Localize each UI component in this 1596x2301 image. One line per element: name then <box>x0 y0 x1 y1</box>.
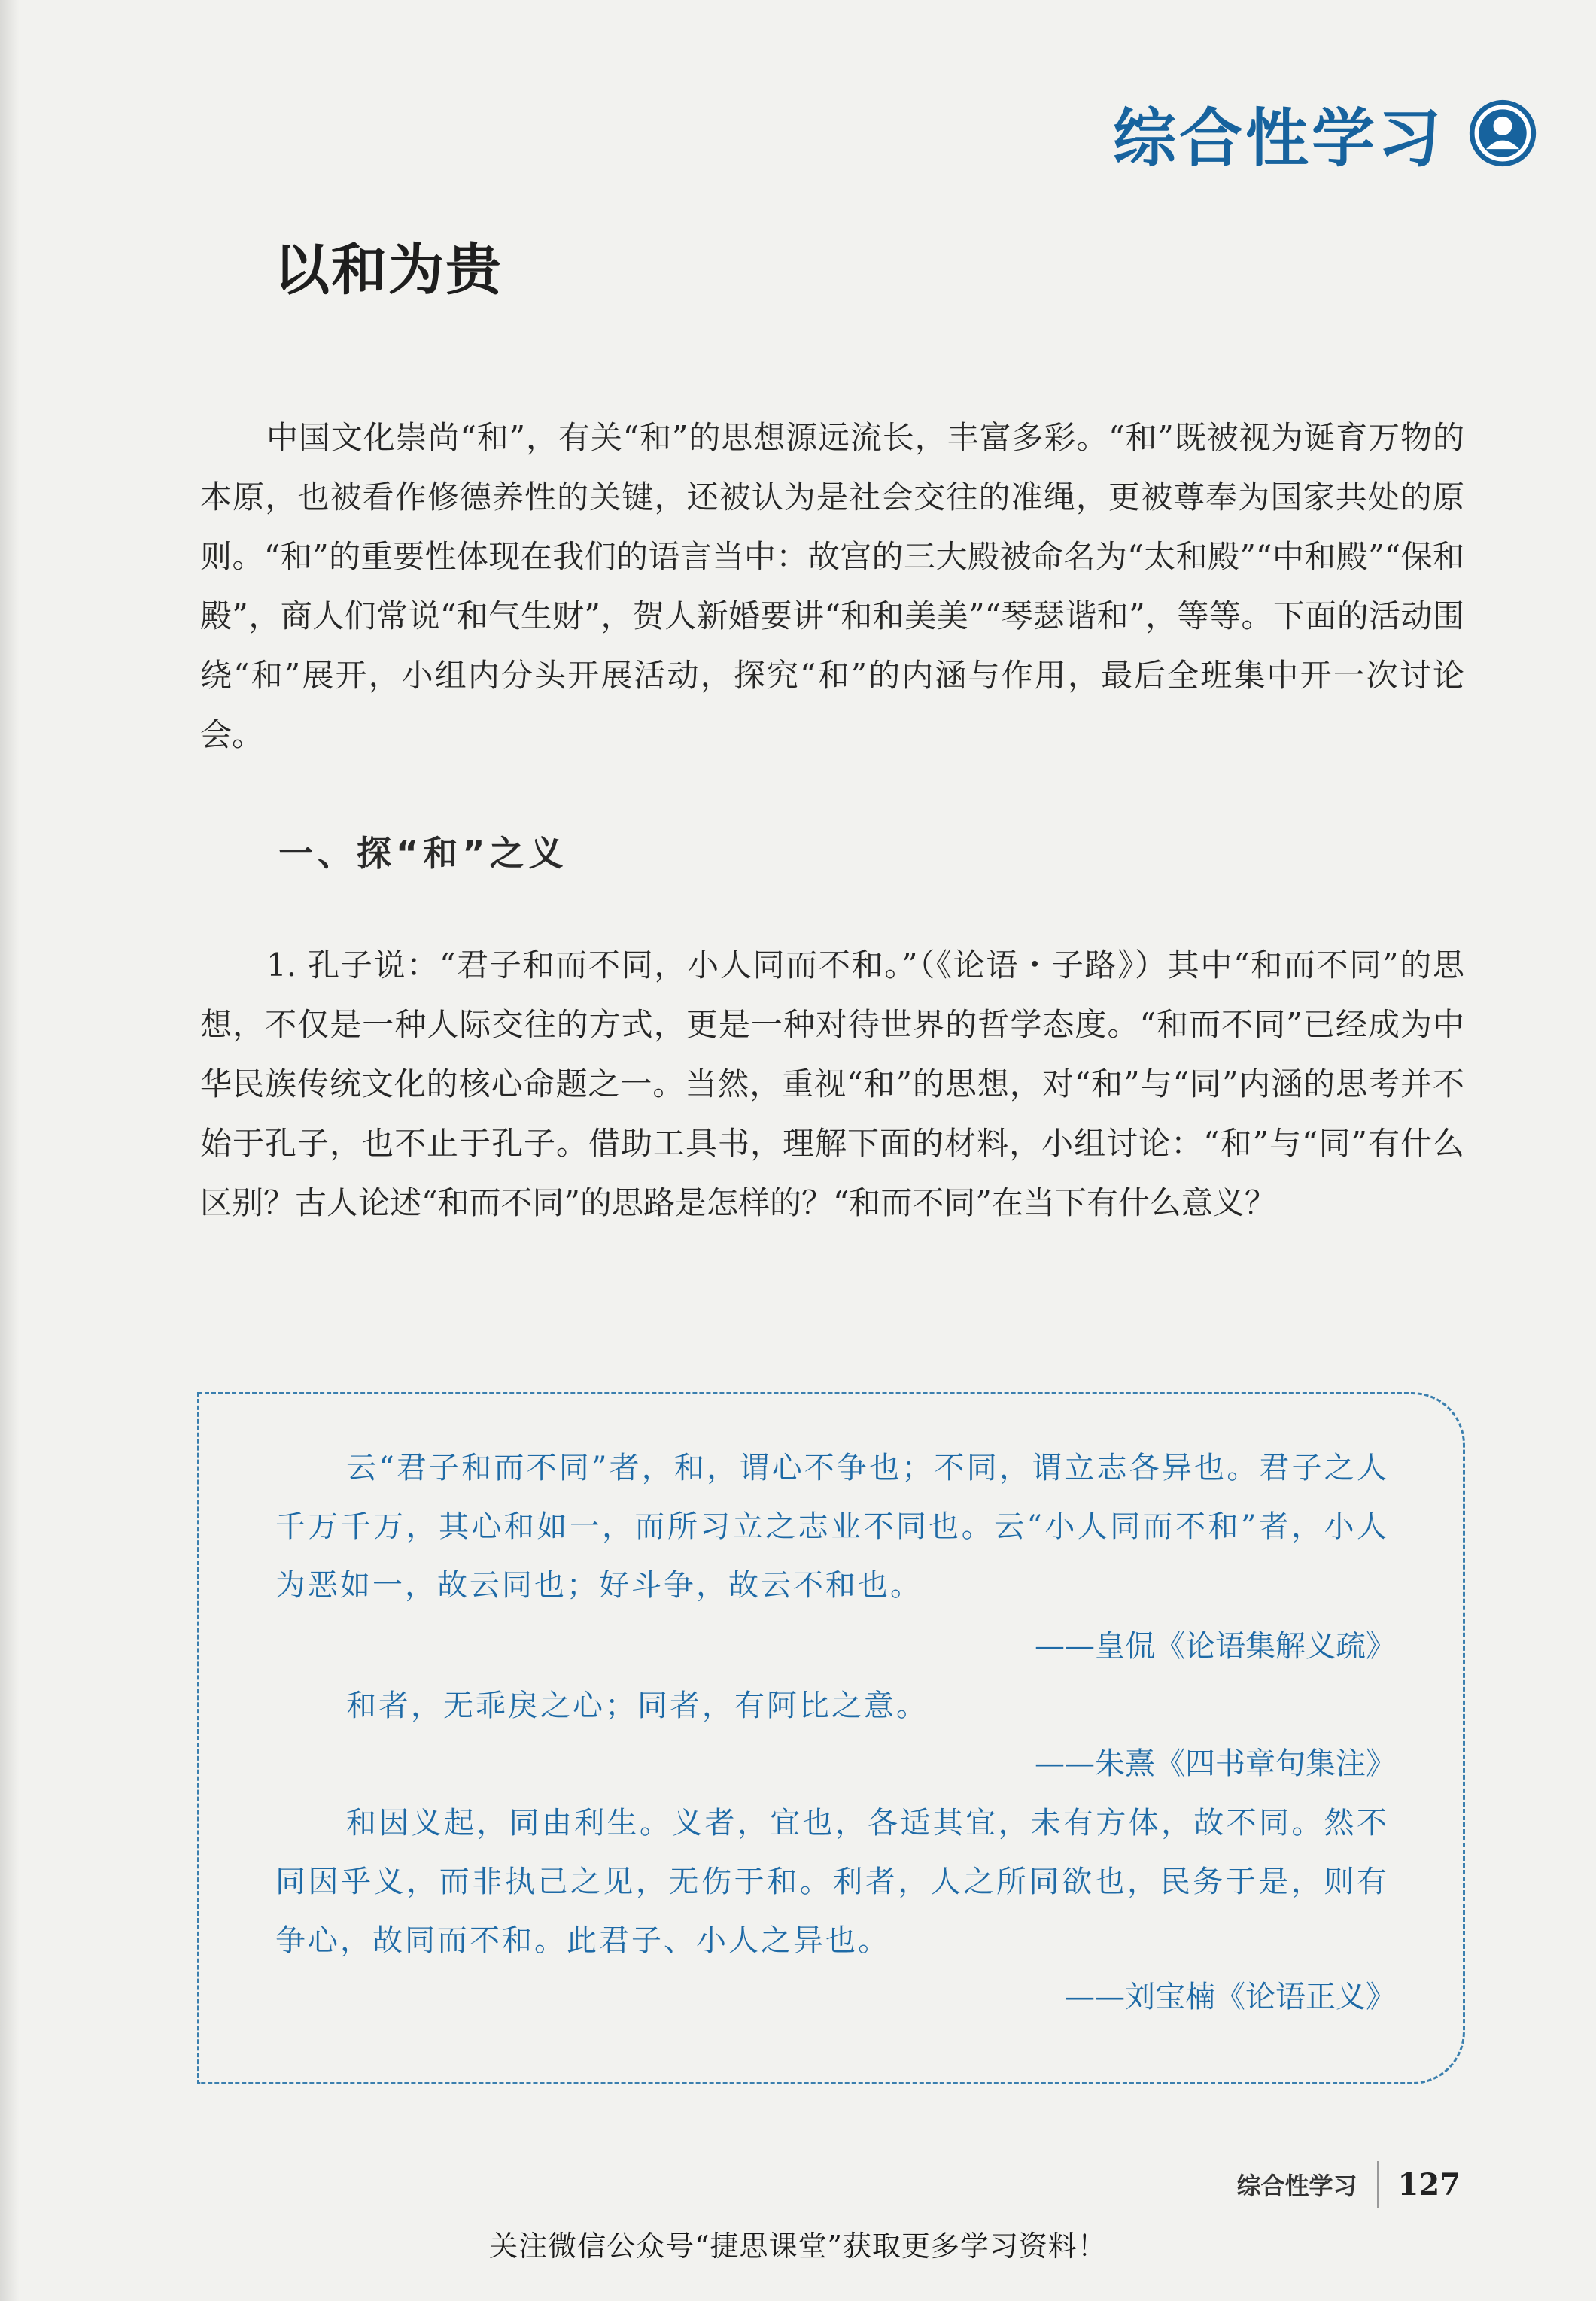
footer-label: 综合性学习 <box>1236 2172 1357 2200</box>
material-3-text: 和因义起，同由利生。义者，宜也，各适其宜，未有方体，故不同。然不同因乎义，而非执己之见，无伤于和。利者，人之所同欲也，民务于是，则有争心，故同而不和。此君子、小人之异也。 <box>275 1806 1389 1958</box>
section-header <box>1113 92 1539 175</box>
task-1-paragraph: 1. 孔子说：“君子和而不同，小人同而不和。”（《论语・子路》）其中“和而不同”的思想，不仅是一种人际交往的方式，更是一种对待世界的哲学态度。“和而不同”已经成为中华民族传统文化的核心命题之一。当然，重视“和”的思想，对“和”与“同”内涵的思考并不始于孔子，也不止于孔子。借助工具书，理解下面的材料，小组讨论：“和”与“同”有什么区别？古人论述“和而不同”的思路是怎样的？“和而不同”在当下有什么意义？ <box>200 947 1464 1221</box>
page-edge-shadow <box>0 0 20 2301</box>
footer-divider <box>1377 2161 1379 2208</box>
page-number: 127 <box>1397 2166 1461 2202</box>
lesson-title: 以和为贵 <box>274 238 503 302</box>
wechat-notice: 关注微信公众号“捷思课堂”获取更多学习资料！ <box>489 2230 1107 2263</box>
page-footer <box>1236 2161 1461 2208</box>
material-2-text: 和者，无乖戾之心；同者，有阿比之意。 <box>346 1689 929 1723</box>
intro-paragraph: 中国文化崇尚“和”，有关“和”的思想源远流长，丰富多彩。“和”既被视为诞育万物的本原，也被看作修德养性的关键，还被认为是社会交往的准绳，更被尊奉为国家共处的原则。“和”的重要性体现在我们的语言当中：故宫的三大殿被命名为“太和殿”“中和殿”“保和殿”，商人们常说“和气生财”，贺人新婚要讲“和和美美”“琴瑟谐和”，等等。下面的活动围绕“和”展开，小组内分头开展活动，探究“和”的内涵与作用，最后全班集中开一次讨论会。 <box>200 419 1464 753</box>
subheading: 一、探“和”之义 <box>278 833 568 874</box>
person-badge-icon <box>1467 97 1539 169</box>
material-1-text: 云“君子和而不同”者，和，谓心不争也；不同，谓立志各异也。君子之人千万千万，其心和如一，而所习立之志业不同也。云“小人同而不和”者，小人为恶如一，故云同也；好斗争，故云不和也。 <box>275 1451 1389 1603</box>
material-1-source: ——皇侃《论语集解义疏》 <box>1035 1629 1396 1664</box>
material-3-source: ——刘宝楠《论语正义》 <box>1065 1980 1396 2014</box>
material-2-source: ——朱熹《四书章句集注》 <box>1035 1746 1396 1781</box>
section-title: 综合性学习 <box>1112 101 1444 175</box>
